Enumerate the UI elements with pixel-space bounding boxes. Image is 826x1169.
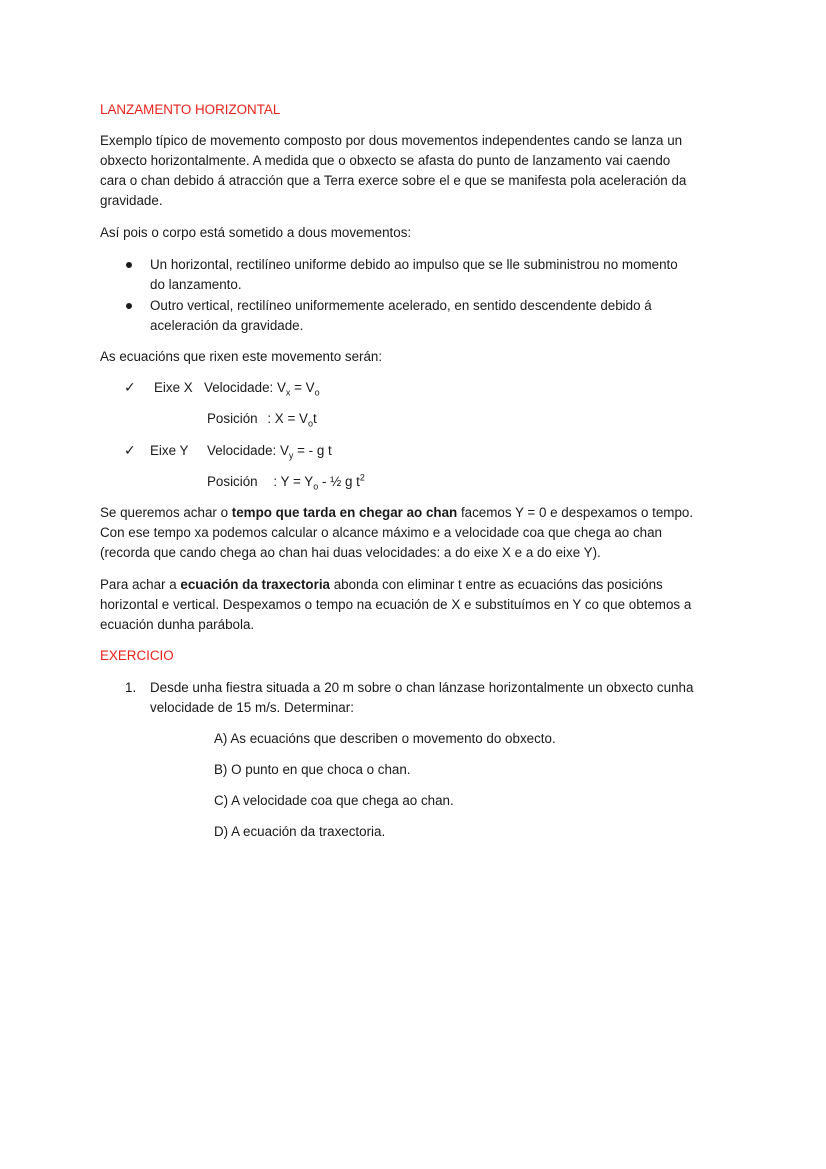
trajectory-paragraph-line-3: ecuación dunha parábola. [100,617,255,632]
bullet-dot-icon [126,262,132,268]
text-run: abonda con eliminar t entre as ecuacións das posicións [329,577,663,592]
eq-part: - ½ g t [318,474,360,489]
eq-subscript: o [313,481,319,492]
velocity-label: Velocidade: [204,380,274,395]
eq-subscript: x [285,387,291,398]
velocity-label: Velocidade: [207,443,277,458]
eq-part: V [279,443,289,458]
bullet-dot-icon [126,303,132,309]
position-label: Posición [207,411,258,426]
eq-superscript: 2 [359,472,365,483]
exercise-line-1: Desde unha fiestra situada a 20 m sobre o chan lánzase horizontalmente un obxecto cunha [150,680,694,695]
exercise-item-d: D) A ecuación da traxectoria. [214,824,386,839]
intro-line-1: Exemplo típico de movemento composto por dous movementos independentes cando se lanza un [100,133,683,148]
eq-part: t [312,411,317,426]
checkmark-icon: ✓ [124,379,136,395]
exercise-item-a: A) As ecuacións que describen o movemento do obxecto. [214,731,556,746]
bullet-2-line-2: aceleración da gravidade. [150,318,304,333]
eq-part: = - g t [293,443,332,458]
exercise-item-c: C) A velocidade coa que chega ao chan. [214,793,454,808]
exercise-number: 1. [125,680,137,695]
time-paragraph-line-2: Con ese tempo xa podemos calcular o alcance máximo e a velocidade coa que chega ao chan [100,525,663,540]
axis-y-position [207,472,365,492]
eq-part: : Y = Y [273,474,314,489]
eq-subscript: y [288,450,294,461]
eq-part: : X = V [267,411,308,426]
bold-text-run: ecuación da traxectoria [180,577,330,592]
intro-line-2: obxecto horizontalmente. A medida que o obxecto se afasta do punto de lanzamento vai caendo [100,153,671,168]
movements-intro: Así pois o corpo está sometido a dous movementos: [100,225,412,240]
text-run: facemos Y = 0 e despexamos o tempo. [457,505,694,520]
eq-part: V [276,380,286,395]
text-run: Para achar a [100,577,181,592]
trajectory-paragraph-line-2: horizontal e vertical. Despexamos o tempo na ecuación de X e substituímos en Y co que obtemos a [100,597,692,612]
exercise-line-2: velocidade de 15 m/s. Determinar: [150,700,354,715]
exercise-heading: EXERCICIO [100,648,174,663]
axis-x-label: Eixe X [154,380,193,395]
axis-y-label: Eixe Y [150,443,189,458]
bold-text-run: tempo que tarda en chegar ao chan [231,505,458,520]
trajectory-paragraph-line-1 [100,575,663,595]
bullet-1-line-2: do lanzamento. [150,277,242,292]
axis-x-velocity [204,378,320,398]
time-paragraph-line-1 [100,503,693,523]
intro-line-4: gravidade. [100,193,163,208]
bullet-2-line-1: Outro vertical, rectilíneo uniformemente acelerado, en sentido descendente debido á [150,298,652,313]
position-label: Posición [207,474,258,489]
eq-subscript: o [307,418,313,429]
text-run: Se queremos achar o [100,505,232,520]
section-heading: LANZAMENTO HORIZONTAL [100,102,281,117]
axis-x-position [207,409,317,429]
checkmark-icon: ✓ [124,442,136,458]
time-paragraph-line-3: (recorda que cando chega ao chan hai duas velocidades: a do eixe X e a do eixe Y). [100,545,601,560]
axis-y-velocity [207,441,332,461]
exercise-item-b: B) O punto en que choca o chan. [214,762,411,777]
eq-subscript: o [314,387,320,398]
bullet-1-line-1: Un horizontal, rectilíneo uniforme debido ao impulso que se lle subministrou no momento [150,257,678,272]
intro-line-3: cara o chan debido á atracción que a Terra exerce sobre el e que se manifesta pola aceleración da [100,173,687,188]
equations-intro: As ecuacións que rixen este movemento serán: [100,349,383,364]
eq-part: = V [290,380,315,395]
